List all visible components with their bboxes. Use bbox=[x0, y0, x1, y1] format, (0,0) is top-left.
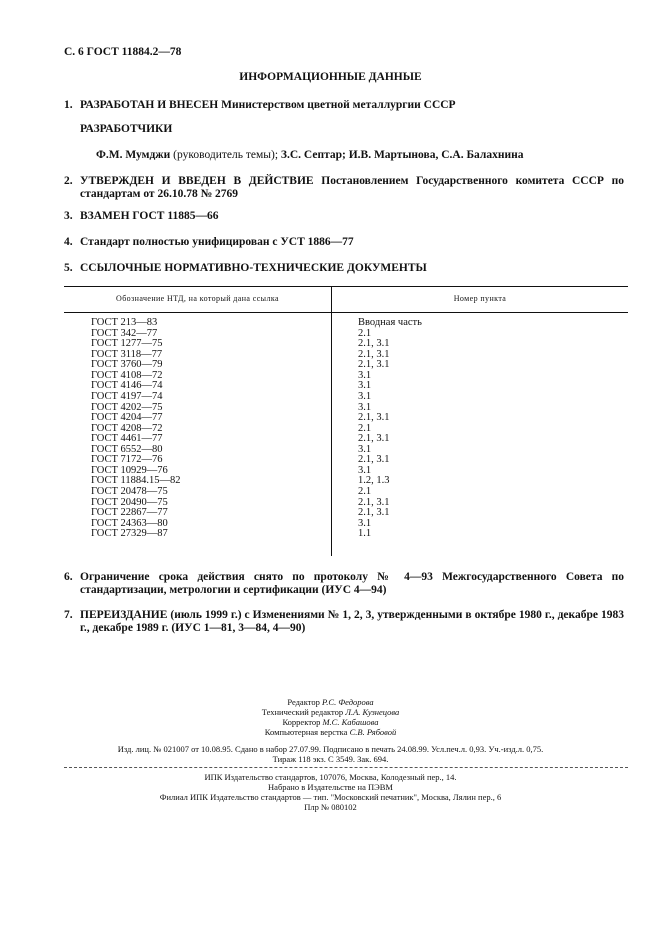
ntd-cell: ГОСТ 4202—75 bbox=[91, 401, 163, 413]
ntd-cell: ГОСТ 27329—87 bbox=[91, 528, 168, 540]
item-3: 3. ВЗАМЕН ГОСТ 11885—66 bbox=[64, 210, 219, 222]
item-6: 6. Ограничение срока действия снято по протоколу № 4—93 Межгосударственного Совета по стандартизации, метрологии и сертификации (ИУС 4—94) bbox=[64, 571, 624, 596]
clause-cell: 2.1, 3.1 bbox=[358, 359, 390, 371]
clause-cell: 2.1, 3.1 bbox=[358, 507, 390, 519]
clause-cell: 1.2, 1.3 bbox=[358, 475, 390, 487]
item-2: 2. УТВЕРЖДЕН И ВВЕДЕН В ДЕЙСТВИЕ Постановлением Государственного комитета СССР по стандартам от 26.10.78 № 2769 bbox=[64, 175, 624, 200]
table-top-rule bbox=[64, 286, 628, 287]
ntd-cell: ГОСТ 4208—72 bbox=[91, 422, 163, 434]
clause-cell: 2.1 bbox=[358, 422, 372, 434]
ntd-cell: ГОСТ 20490—75 bbox=[91, 496, 168, 508]
clause-cell: 2.1, 3.1 bbox=[358, 412, 390, 424]
imprint-divider bbox=[64, 767, 628, 768]
developers-list: Ф.М. Мумджи (руководитель темы); З.С. Септар; И.В. Мартынова, С.А. Балахнина bbox=[96, 149, 524, 161]
clause-cell: 3.1 bbox=[358, 401, 372, 413]
clause-cell: 3.1 bbox=[358, 380, 372, 392]
clause-cell: 3.1 bbox=[358, 517, 372, 529]
ntd-cell: ГОСТ 4204—77 bbox=[91, 412, 163, 424]
table-header-clause: Номер пункта bbox=[453, 294, 507, 303]
ntd-cell: ГОСТ 213—83 bbox=[91, 317, 158, 328]
clause-cell: 3.1 bbox=[358, 369, 372, 381]
ntd-cell: ГОСТ 22867—77 bbox=[91, 507, 168, 519]
clause-cell: 1.1 bbox=[358, 528, 372, 540]
item-5: 5. ССЫЛОЧНЫЕ НОРМАТИВНО-ТЕХНИЧЕСКИЕ ДОКУМЕНТЫ bbox=[64, 262, 427, 274]
ntd-cell: ГОСТ 4108—72 bbox=[91, 369, 163, 381]
table-header-rule bbox=[64, 312, 628, 313]
ntd-cell: ГОСТ 1277—75 bbox=[91, 338, 163, 350]
table-header-ntd: Обозначение НТД, на который дана ссылка bbox=[116, 294, 279, 303]
ntd-cell: ГОСТ 3760—79 bbox=[91, 359, 163, 371]
section-title: ИНФОРМАЦИОННЫЕ ДАННЫЕ bbox=[239, 71, 422, 83]
ntd-cell: ГОСТ 24363—80 bbox=[91, 517, 168, 529]
imprint-editors: Редактор Р.С. Федорова Технический редактор Л.А. Кузнецова Корректор М.С. Кабашова Компьютерная верстка С.В. Рябовой bbox=[261, 697, 400, 737]
clause-cell: 3.1 bbox=[358, 443, 372, 455]
imprint-publisher: ИПК Издательство стандартов, 107076, Москва, Колодезный пер., 14. Набрано в Издательстве на ПЭВМ Филиал ИПК Издательство стандартов — тип. "Московский печатник", Москва, Лялин пер., 6 Плр № 080102 bbox=[159, 772, 502, 812]
table-column-clause bbox=[358, 318, 422, 540]
clause-cell: 3.1 bbox=[358, 390, 372, 402]
ntd-cell: ГОСТ 4146—74 bbox=[91, 380, 163, 392]
ntd-cell: ГОСТ 7172—76 bbox=[91, 454, 163, 466]
ntd-cell: ГОСТ 3118—77 bbox=[91, 348, 163, 360]
clause-cell: 2.1, 3.1 bbox=[358, 338, 390, 350]
clause-cell: 3.1 bbox=[358, 464, 372, 476]
clause-cell: 2.1, 3.1 bbox=[358, 433, 390, 445]
clause-cell: 2.1, 3.1 bbox=[358, 496, 390, 508]
table-column-divider bbox=[331, 286, 332, 556]
item-7: 7. ПЕРЕИЗДАНИЕ (июль 1999 г.) с Изменениями № 1, 2, 3, утвержденными в октябре 1980 г., декабре 1983 г., декабре 1989 г. (ИУС 1—81, 3—84, 4—90) bbox=[64, 609, 624, 634]
ntd-cell: ГОСТ 10929—76 bbox=[91, 464, 168, 476]
clause-cell: 2.1 bbox=[358, 327, 372, 339]
clause-cell: Вводная часть bbox=[358, 317, 422, 328]
clause-cell: 2.1, 3.1 bbox=[358, 348, 390, 360]
ntd-cell: ГОСТ 4197—74 bbox=[91, 390, 163, 402]
page-header: С. 6 ГОСТ 11884.2—78 bbox=[64, 46, 182, 58]
ntd-cell: ГОСТ 11884.15—82 bbox=[91, 475, 181, 487]
ntd-cell: ГОСТ 342—77 bbox=[91, 327, 158, 339]
item-4: 4. Стандарт полностью унифицирован с УСТ 1886—77 bbox=[64, 236, 354, 248]
imprint-publication: Изд. лиц. № 021007 от 10.08.95. Сдано в набор 27.07.99. Подписано в печать 24.08.99. Усл.печ.л. 0,93. Уч.-изд.л. 0,75. Тираж 118 экз. С 3549. Зак. 694. bbox=[117, 744, 544, 764]
table-column-ntd bbox=[91, 318, 181, 540]
ntd-cell: ГОСТ 4461—77 bbox=[91, 433, 163, 445]
item-1: 1. РАЗРАБОТАН И ВНЕСЕН Министерством цветной металлургии СССР bbox=[64, 99, 456, 111]
clause-cell: 2.1, 3.1 bbox=[358, 454, 390, 466]
ntd-cell: ГОСТ 20478—75 bbox=[91, 486, 168, 497]
developers-label: РАЗРАБОТЧИКИ bbox=[80, 123, 173, 135]
clause-cell: 2.1 bbox=[358, 486, 372, 497]
ntd-cell: ГОСТ 6552—80 bbox=[91, 443, 163, 455]
